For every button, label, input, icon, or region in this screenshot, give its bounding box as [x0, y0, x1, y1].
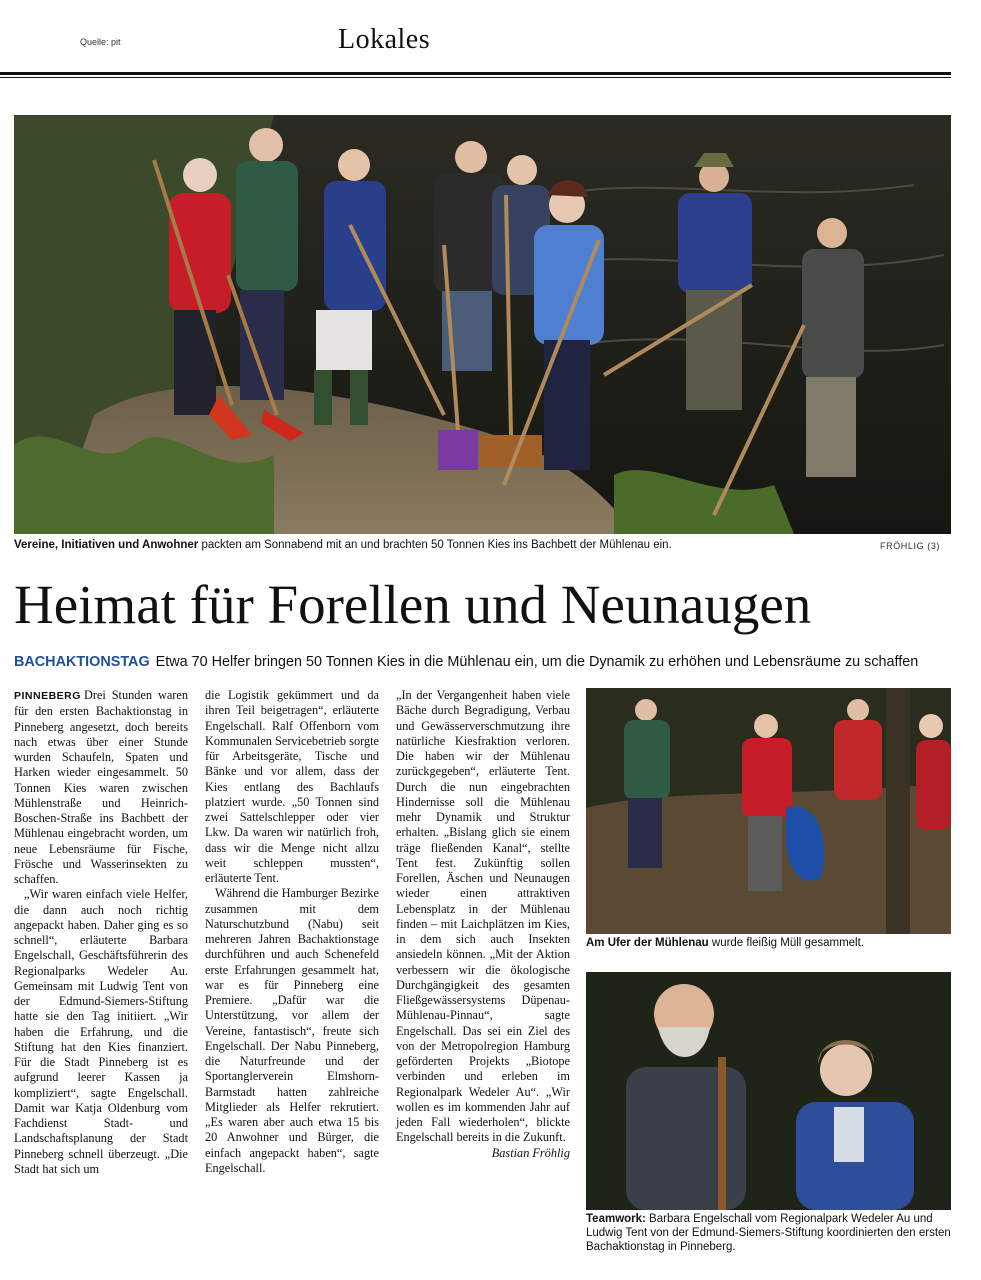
headline: Heimat für Forellen und Neunaugen: [14, 574, 812, 635]
paragraph: Während die Hamburger Bezirke zusammen mit dem Naturschutzbund (Nabu) seit mehreren Jahren Bachaktionstage durchführen und auch Schenefeld erste Erfahrungen gesammelt hat, war es für Pinneberg eine Premiere. „Dafür war die Unterstützung, vor allem der Vereine, fantastisch“, freute sich Engelschall. Der Nabu Pinneberg, die Naturfreunde und der Sportanglerverein Elmshorn-Barmstadt hatten zahlreiche Mitglieder als Helfer rekrutiert. „Es waren aber auch etwa 15 bis 20 Anwohner und Bürger, die einfach angepackt haben“, sagte Engelschall.: [205, 886, 379, 1175]
photo-cleanup: [586, 688, 951, 934]
author: Bastian Fröhlig: [491, 1145, 570, 1160]
article-column-2: [205, 688, 379, 1176]
caption-text: packten am Sonnabend mit an und brachten 50 Tonnen Kies ins Bachbett der Mühlenau ein.: [198, 539, 672, 551]
main-photo-caption: [14, 539, 854, 551]
paragraph: „Wir waren einfach viele Helfer, die dann auch noch richtig angepackt haben. Daher ging es so schnell“, erläuterte Barbara Engelschall, Geschäftsführerin des Regionalparks Wedeler Au. Gemeinsam mit Ludwig Tent von der Edmund-Siemers-Stiftung hatte sie den Tag initiiert. „Wir haben die Erfahrung, und die Stiftung hat den Kies finanziert. Für die Stadt Pinneberg ist es aufgrund leerer Kassen ja kompliziert“, sagte Engelschall. Damit war Katja Oldenburg vom Fachdienst Stadt- und Landschaftsplanung der Stadt Pinneberg schnell überzeugt. „Die Stadt hat sich um: [14, 887, 188, 1176]
dateline: PINNEBERG: [14, 690, 81, 702]
kicker: BACHAKTIONSTAG: [14, 654, 150, 670]
caption-text: Barbara Engelschall vom Regionalpark Wedeler Au und Ludwig Tent von der Edmund-Siemers-Stiftung koordinierten den ersten Bachaktionstag in Pinneberg.: [586, 1213, 951, 1253]
main-photo: [14, 115, 951, 534]
caption-bold: Vereine, Initiativen und Anwohner: [14, 539, 199, 551]
source-note: Quelle: pit: [80, 37, 121, 47]
photo-cleanup-caption: [586, 937, 951, 949]
photo-teamwork: [586, 972, 951, 1210]
photo-credit: FRÖHLIG (3): [880, 541, 941, 551]
section-title: Lokales: [338, 24, 431, 55]
photo-teamwork-caption: [586, 1212, 951, 1254]
paragraph: [396, 688, 570, 1160]
header-rule-thin: [0, 77, 951, 78]
caption-bold: Am Ufer der Mühlenau: [586, 937, 709, 949]
paragraph: [14, 688, 188, 887]
subhead-text: Etwa 70 Helfer bringen 50 Tonnen Kies in die Mühlenau ein, um die Dynamik zu erhöhen und Lebensräume zu schaffen: [155, 654, 919, 670]
header-rule: [0, 72, 951, 75]
article-column-3: [396, 688, 570, 1161]
article-column-1: [14, 688, 188, 1177]
caption-text: wurde fleißig Müll gesammelt.: [708, 937, 864, 949]
subheadline: [14, 654, 954, 670]
paragraph: die Logistik gekümmert und da ihren Teil beigetragen“, erläuterte Engelschall. Ralf Offenborn vom Kommunalen Servicebetrieb sorgte für Arbeitsgeräte, Tische und Bänke und vor allem, dass der Kies entlang des Bachlaufs platziert wurde. „50 Tonnen sind zwei Sattelschlepper oder vier Lkw. Da waren wir natürlich froh, dass wir die Menge nicht allzu weit schleppen mussten“, erläuterte Tent.: [205, 688, 379, 885]
paragraph-text: Drei Stunden waren für den ersten Bachaktionstag in Pinneberg angesetzt, doch bereits nach etwas über einer Stunde wurden Schaufeln, Spaten und Harken wieder eingesammelt. 50 Tonnen Kies waren zwischen Mühlenstraße und Heinrich-Boschen-Straße ins Bachbett der Mühlenau eingebracht worden, um neue Lebensräume für Fische, Frösche und Wasserinsekten zu schaffen.: [14, 688, 188, 886]
caption-bold: Teamwork:: [586, 1213, 646, 1225]
paragraph-text: „In der Vergangenheit haben viele Bäche durch Begradigung, Verbau und Gewässerverschmutzung ihre natürliche Kiesfraktion verloren. Die haben wir der Mühlenau zurückgegeben“, erläuterte Tent. Durch die nun eingebrachten Hindernisse soll die Mühlenau mehr Dynamik und Struktur erhalten. „Bislang glich sie einem träge fließenden Kanal“, stellte Tent fest. Zukünftig sollen Forellen, Äschen und Neunaugen wieder einen attraktiven Lebensplatz in der Mühlenau finden – mit Laichplätzen im Kies, in dem sich auch Insekten ansiedeln können. „Mit der Aktion verbessern wir die ökologische Durchgängigkeit des gesamten Fließgewässersystems Düpenau-Mühlenau-Pinnau“, sagte Engelschall. Das sei ein Ziel des von der Metropolregion Hamburg geförderten Projekts „Biotope verbinden und erleben im Regionalpark Wedeler Au“. „Wir wollen es im kommenden Jahr auf jeden Fall wiederholen“, blickte Engelschall bereits in die Zukunft.: [396, 688, 570, 1145]
